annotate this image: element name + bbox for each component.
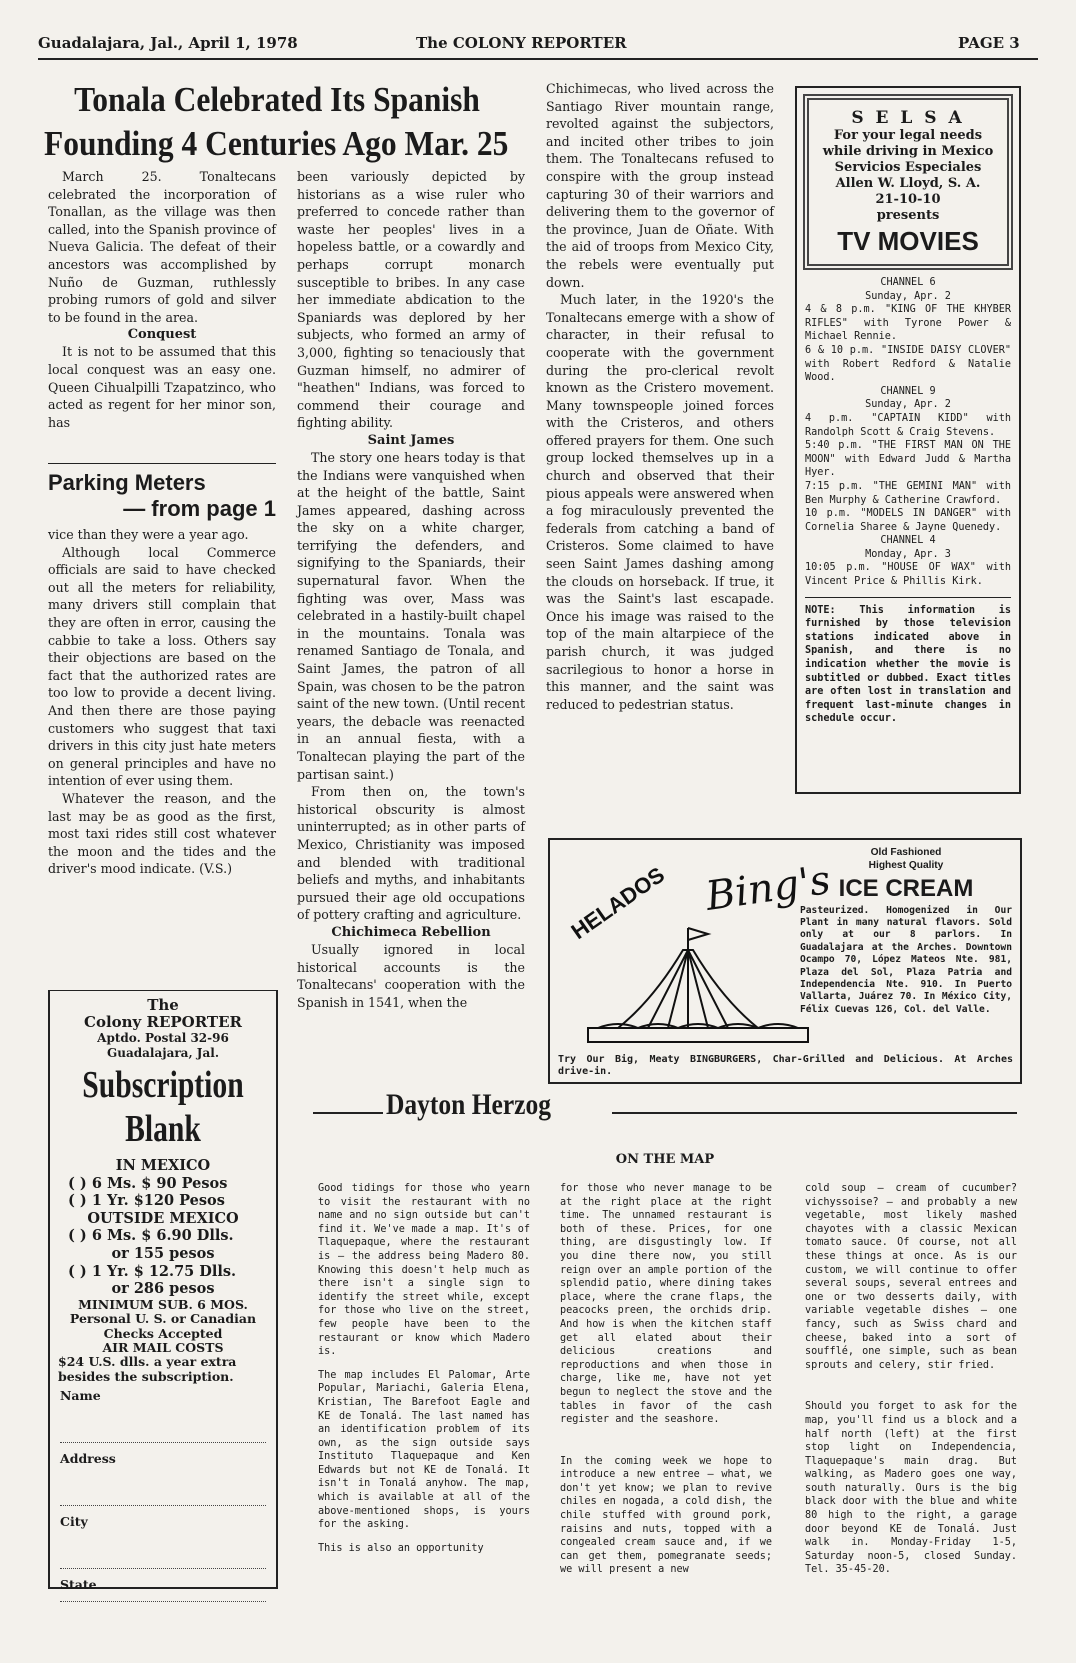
city-label: City [60,1514,88,1530]
selsa-ad [803,94,1013,270]
schedule-date: Sunday, Apr. 2 [865,399,951,411]
sub-title-2: Blank [125,1108,201,1150]
tv-movies-title: TV MOVIES [837,226,979,256]
tonala-para: From then on, the town's historical obscurity is almost uninterrupted; as in other parts of Mexico, Christianity was imposed and blended with traditional beliefs and myths, and inhabitants pursued their age old occupations of pottery crafting and agriculture. [297,784,525,923]
herzog-subhead: ON THE MAP [615,1152,715,1167]
tonala-para: been variously depicted by historians as a wise ruler who preferred to concede rather than waste her peoples' lives in a hopeless battle, or a cowardly and perhaps corrupt monarch susceptible to bribes. In any case her immediate abdication to the Spaniards was deplored by her subjects, who formed an army of 3,000, fighting so tenaciously that Guzman himself, no admirer of "heathen" Indians, was forced to commend their courage and fighting ability. [297,169,525,431]
movie-listing: 4 p.m. "CAPTAIN KIDD" with Randolph Scott & Craig Stevens. [805,412,1011,438]
sub-aptdo: Aptdo. Postal 32-96 [97,1031,229,1045]
herzog-col-3 [805,1182,1017,1577]
tonala-col-2 [297,168,525,1011]
address-field[interactable] [60,1443,266,1506]
herzog-col-1 [318,1182,530,1555]
herzog-rule-right [612,1112,1017,1114]
city-field[interactable] [60,1506,266,1569]
ic-quality: Highest Quality [868,860,944,872]
movie-listing: 7:15 p.m. "THE GEMINI MAN" with Ben Murphy & Catherine Crawford. [805,480,1011,506]
tonala-para: Much later, in the 1920's the Tonaltecans emerge with a show of character, in their refusal to cooperate with the government during the pro-clerical revolt known as the Cristero movement. Many townspeople joined forces with the Cristeros, and others offered prayers for them. One such group locked themselves up in a church and observed that their pious appeals were answered when a fog miraculously prevented the federals from catching a band of Cristeros. Some claimed to have seen Saint James dashing among the clouds on horseback. If true, it was the Saint's last escapade. Once his image was raised to the top of the main altarpiece of the parish church, it was judged sacrilegious to honor a horse in this manner, and the saint was reduced to pedestrian status. [546,292,774,712]
herzog-para: This is also an opportunity [318,1542,484,1554]
herzog-para: cold soup — cream of cucumber? vichyssoise? — and probably a new vegetable, most likely mashed chayotes with a classic Mexican tomato sauce. Of course, not all these things at once. As is our custom, we will continue to offer several soups, several entrees and one or two desserts daily, with variable vegetable dishes — one fancy, such as Swiss chard and cheese, baked into a sort of soufflé, one simple, such as bean sprouts and celery, stir fried. [805,1183,1017,1371]
selsa-phone: 21-10-10 [875,192,941,207]
movie-listing: 6 & 10 p.m. "INSIDE DAISY CLOVER" with Robert Redford & Natalie Wood. [805,344,1011,384]
ic-old-fashioned: Old Fashioned [870,847,942,858]
channel-heading: CHANNEL 6 [880,277,936,288]
selsa-tv-box [795,86,1021,794]
masthead-rule [38,58,1038,60]
sub-the: The [147,996,179,1014]
ice-cream-ad [548,838,1022,1084]
option-1yr-pesos[interactable]: ( ) 1 Yr. $120 Pesos [68,1192,225,1210]
parking-headline-2: — from page 1 [123,496,276,521]
airmail-note: $24 U.S. dlls. a year extra besides the subscription. [58,1354,237,1384]
option-1yr-alt: or 286 pesos [111,1280,215,1298]
herzog-col-2 [560,1182,772,1577]
personal-note: Personal U. S. or Canadian [69,1311,257,1327]
dateline: Guadalajara, Jal., April 1, 1978 [38,34,298,52]
tonala-col-1 [48,168,276,431]
parking-para: Whatever the reason, and the last may be as good as the first, most taxi rides still cost whatever the moon and the tides and the driver's mood indicate. (V.S.) [48,790,276,877]
tonala-headline [44,78,530,166]
herzog-para: for those who never manage to be at the right place at the right time. The unnamed restaurant is both of these. Prices, for one thing, are disgustingly low. If you dine there now, you still reign over an ample portion of the splendid patio, where dining takes place, where the crane flaps, the peacocks preen, the orchids drip. And how is when the kitchen staff get all elated about their delicious creations and reproductions and when those in charge, like me, have not yet begun to neglect the stove and the tables in favor of the cash register and the seashore. [560,1183,772,1426]
sub-colony: Colony REPORTER [84,1013,242,1031]
movie-listing: 10 p.m. "MODELS IN DANGER" with Cornelia Sharee & Jayne Quenedy. [805,508,1011,533]
state-label: State [60,1577,97,1593]
name-label: Name [60,1388,101,1404]
herzog-name: Dayton Herzog [386,1088,552,1121]
checks-note: Checks Accepted [103,1325,223,1341]
schedule-date: Monday, Apr. 3 [865,548,951,560]
herzog-rule-left [313,1112,383,1114]
parking-para: Although local Commerce officials are said to have checked out all the meters for reliability, many drivers still complain that they are often in error, causing the cabbie to take a loss. Others say their objections are based on the fact that the authorized rates are too low to provide a decent living. And then there are those paying customers who suggest that taxi drivers in this city just hate meters on general principles and have no intention of ever using them. [48,544,276,789]
tent-drawing [588,928,808,1042]
movie-listing: 10:05 p.m. "HOUSE OF WAX" with Vincent Price & Phillis Kirk. [805,562,1011,588]
movie-listing: 4 & 8 p.m. "KING OF THE KHYBER RIFLES" with Tyrone Power & Michael Rennie. [805,304,1011,343]
sub-title-1: Subscription [82,1064,244,1106]
parking-para: vice than they were a year ago. [48,527,249,542]
subhead-saint-james: Saint James [367,432,455,448]
page-number: PAGE 3 [958,34,1020,52]
tonala-para: Chichimecas, who lived across the Santiago River mountain range, revolted against the subjectors, and incited other tribes to join them. The Tonaltecans refused to conspire with the group instead capturing 30 of their warriors and delivering them to the governor of the province, Juan de Oñate. With the aid of troops from Mexico City, the rebels were eventually put down. [546,81,774,290]
logo-bings-text: Bing's [702,856,834,920]
headline-line-2: Founding 4 Centuries Ago Mar. 25 [44,124,509,163]
channel-heading: CHANNEL 9 [880,385,936,397]
option-6ms-pesos[interactable]: ( ) 6 Ms. $ 90 Pesos [68,1174,228,1192]
option-6ms-dlls[interactable]: ( ) 6 Ms. $ 6.90 Dlls. [68,1227,234,1245]
bings-logo [558,850,834,1050]
selsa-line: while driving in Mexico [822,144,994,159]
selsa-line: Servicios Especiales [834,160,982,175]
state-field[interactable] [60,1569,266,1602]
selsa-line: For your legal needs [833,128,983,143]
movie-listing: 5:40 p.m. "THE FIRST MAN ON THE MOON" with Edward Judd & Martha Hyer. [805,440,1011,479]
herzog-para: Good tidings for those who yearn to visit the restaurant with no name and no sign outside but can't find it. We've made a map. It's of Tlaquepaque, where the restaurant is — the address being Madero 80. Knowing this doesn't help much as there isn't a single sign to identify the street while, except for those who live on the street, few people have been to the restaurant or know which Madero is. [318,1183,530,1358]
airmail-label: AIR MAIL COSTS [102,1339,224,1355]
tv-note: NOTE: This information is furnished by those television stations indicated above in Spanish, and there is no indication whether the movie is subtitled or dubbed. Exact titles are often lost in translation and frequent last-minute changes in schedule occur. [805,604,1011,725]
ic-title: ICE CREAM [838,874,974,902]
channel-heading: CHANNEL 4 [880,535,936,547]
tonala-para: The story one hears today is that the Indians were vanquished when at the height of the battle, Saint James appeared, dashing across the sky on a white charger, terrifying the defenders, and signifying to the Spaniards, their supernatural favor. When the fighting was over, Mass was celebrated in a hastily-built chapel in the mountains. Tonala was renamed Santiago de Tonala, and Saint James, the patron of all Spain, was chosen to be the patron saint of the new town. (Until recent years, the debacle was reenacted in an annual fiesta, with a Tonaltecan playing the part of the partisan saint.) [297,449,525,782]
masthead [38,34,1038,56]
herzog-para: Should you forget to ask for the map, you'll find us a block and a half north (left) at the first stop light on Independencia, Tlaquepaque's main drag. But walking, as Madero goes one way, south naturally. Ours is the big black door with the blue and white 80 high to the right, a garage door beyond KE de Tonalá. Just walk in. Monday-Friday 1-5, Saturday noon-5, closed Sunday. Tel. 35-45-20. [805,1401,1017,1576]
paper-name: The COLONY REPORTER [416,34,627,52]
tonala-para: Usually ignored in local historical accounts is the Tonaltecans' cooperation with the Spanish in 1541, when the [297,941,525,1010]
tonala-col-3 [546,80,774,713]
logo-helados-text: HELADOS [566,861,669,945]
ic-body: Pasteurized. Homogenized in Our Plant in many natural flavors. Sold only at our 8 parlors. In Guadalajara at the Arches. Downtown Ocampo 70, López Mateos Nte. 981, Plaza del Sol, Plaza Patria and Independencia Nte. 910. In Puerto Vallarta, Juárez 70. In México City, Félix Cuevas 126, Col. del Valle. [800,904,1012,1015]
parking-headline-1: Parking Meters [48,470,206,495]
name-field[interactable] [60,1388,266,1443]
parking-meters-story [48,470,276,878]
ice-cream-text [800,846,1012,1016]
sub-city: Guadalajara, Jal. [106,1046,219,1060]
tonala-para: March 25. Tonaltecans celebrated the incorporation of Tonallan, as the village was then called, into the Spanish province of Nueva Galicia. The defeat of their ancestors was accomplished by Nuño de Guzman, ruthlessly probing rumors of gold and silver to be found in the area. [48,169,276,325]
column-divider [48,463,276,464]
tonala-para: It is not to be assumed that this local conquest was an easy one. Queen Cihualpilli Tzapatzinco, who acted as regent for her minor son, has [48,344,276,430]
minimum-note: MINIMUM SUB. 6 MOS. [78,1296,248,1312]
schedule-date: Sunday, Apr. 2 [865,290,951,302]
selsa-line: presents [876,208,940,223]
subhead-conquest: Conquest [127,327,197,343]
ic-footer: Try Our Big, Meaty BINGBURGERS, Char-Grilled and Delicious. At Arches drive-in. [558,1054,1013,1077]
address-label: Address [60,1451,116,1467]
subhead-chichimeca: Chichimeca Rebellion [331,924,491,940]
in-mexico-label: IN MEXICO [115,1157,211,1174]
option-1yr-dlls[interactable]: ( ) 1 Yr. $ 12.75 Dlls. [68,1262,237,1280]
option-6ms-alt: or 155 pesos [111,1244,215,1262]
headline-line-1: Tonala Celebrated Its Spanish [74,80,480,119]
herzog-para: The map includes El Palomar, Arte Popular, Mariachi, Galeria Elena, Kristian, The Barefoot Eagle and KE de Tonalá. The last named has an identification problem of its own, as the sign outside says Instituto Tlaquepaque and Ken Edwards but not KE de Tonalá. It isn't in Tonalá anyhow. The map, which is available at all of the above-mentioned shops, is yours for the asking. [318,1369,530,1531]
outside-mexico-label: OUTSIDE MEXICO [87,1209,239,1227]
selsa-brand: S E L S A [851,108,965,128]
subscription-blank [48,990,278,1593]
herzog-para: In the coming week we hope to introduce a new entree — what, we don't yet know; we plan to revive chiles en nogada, a cold dish, the chile stuffed with ground pork, raisins and nuts, topped with a congealed cream sauce and, if we can get them, pomegranate seeds; we will present a new [560,1455,772,1576]
selsa-line: Allen W. Lloyd, S. A. [835,176,981,191]
